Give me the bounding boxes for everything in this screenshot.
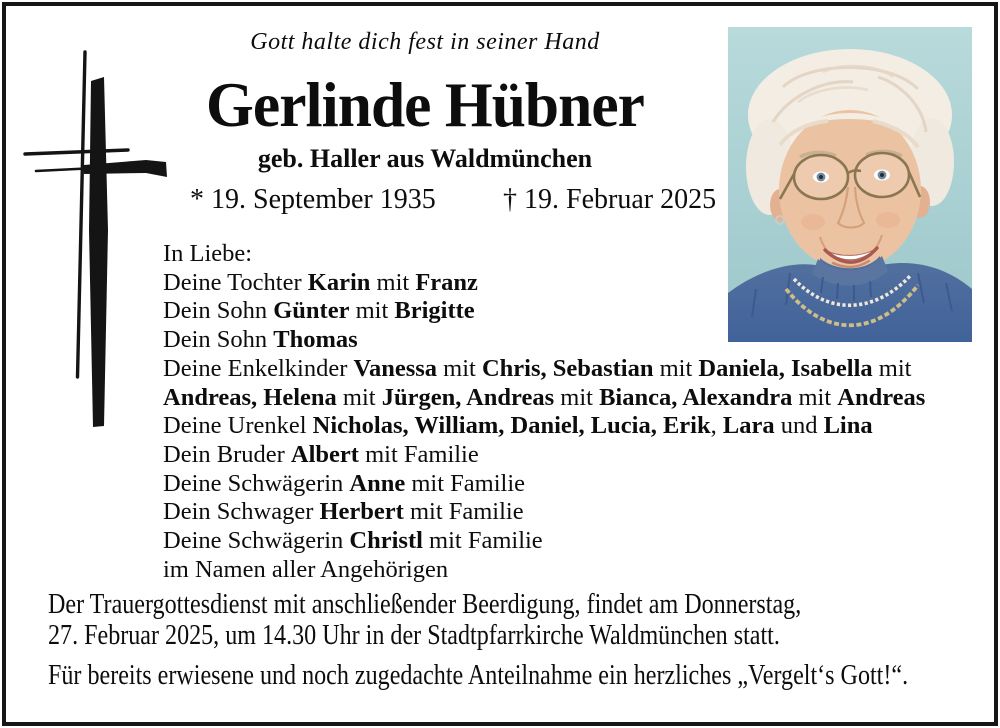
birth-date: * 19. September 1935 xyxy=(190,184,436,215)
family-line: Deine Schwägerin Christl mit Familie xyxy=(163,527,543,555)
family-line: Andreas, Helena mit Jürgen, Andreas mit Bianca, Alexandra mit Andreas xyxy=(163,383,926,411)
family-line: Deine Schwägerin Anne mit Familie xyxy=(163,469,526,497)
verse-text: Gott halte dich fest in seiner Hand xyxy=(250,29,600,55)
death-date: † 19. Februar 2025 xyxy=(503,184,717,215)
family-line: Deine Urenkel Nicholas, William, Daniel, Lucia, Erik, Lara und Lina xyxy=(163,412,873,440)
maiden-name: geb. Haller aus Waldmünchen xyxy=(257,144,593,173)
family-line: Dein Sohn Günter mit Brigitte xyxy=(163,297,475,325)
funeral-info xyxy=(48,589,994,691)
family-line: Dein Schwager Herbert mit Familie xyxy=(163,498,524,526)
family-line: Deine Tochter Karin mit Franz xyxy=(163,268,478,296)
family-intro: In Liebe: xyxy=(163,240,253,267)
family-line: Dein Sohn Thomas xyxy=(163,326,358,354)
family-line: Deine Enkelkinder Vanessa mit Chris, Sebastian mit Daniela, Isabella mit xyxy=(163,354,912,382)
family-line: Dein Bruder Albert mit Familie xyxy=(163,440,479,468)
funeral-line-1: Der Trauergottesdienst mit anschließender Beerdigung, findet am Donnerstag, xyxy=(48,589,802,620)
funeral-line-2: 27. Februar 2025, um 14.30 Uhr in der Stadtpfarrkirche Waldmünchen statt. xyxy=(48,620,780,651)
deceased-name: Gerlinde Hübner xyxy=(206,69,644,140)
thanks-text: Für bereits erwiesene und noch zugedachte Anteilnahme ein herzliches „Vergelt‘s Gott!“. xyxy=(48,660,909,691)
family-line: im Namen aller Angehörigen xyxy=(163,555,449,583)
family-list xyxy=(163,240,953,584)
